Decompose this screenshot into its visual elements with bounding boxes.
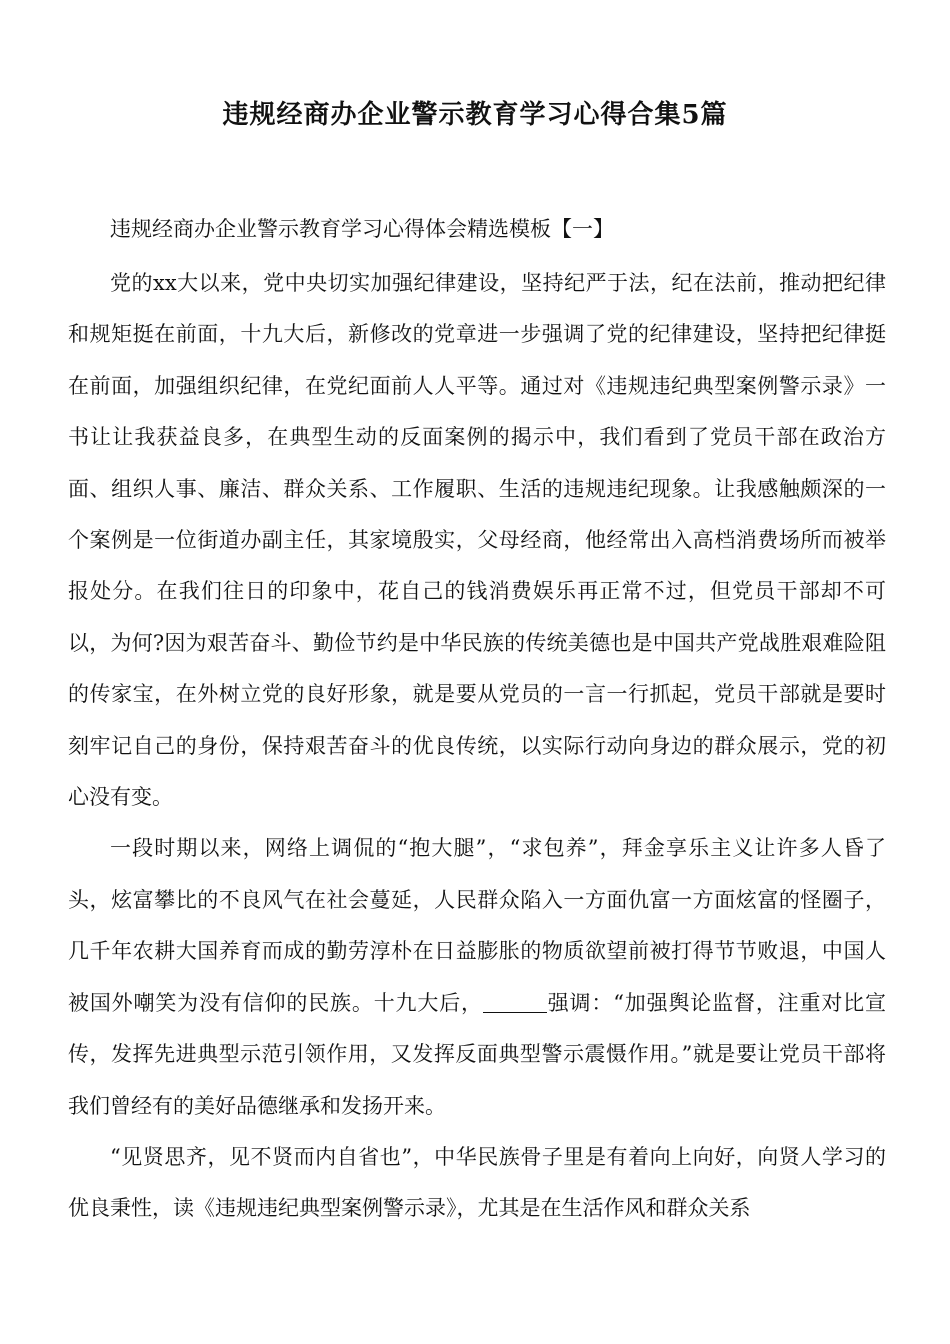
paragraph-2	[68, 823, 886, 1131]
paragraph-1: 党的xx大以来，党中央切实加强纪律建设，坚持纪严于法，纪在法前，推动把纪律和规矩挺在前面，十九大后，新修改的党章进一步强调了党的纪律建设，坚持把纪律挺在前面，加强组织纪律，在党纪面前人人平等。通过对《违规违纪典型案例警示录》一书让让我获益良多，在典型生动的反面案例的揭示中，我们看到了党员干部在政治方面、组织人事、廉洁、群众关系、工作履职、生活的违规违纪现象。让我感触颇深的一个案例是一位街道办副主任，其家境殷实，父母经商，他经常出入高档消费场所而被举报处分。在我们往日的印象中，花自己的钱消费娱乐再正常不过，但党员干部却不可以，为何?因为艰苦奋斗、勤俭节约是中华民族的传统美德也是中国共产党战胜艰难险阻的传家宝，在外树立党的良好形象，就是要从党员的一言一行抓起，党员干部就是要时刻牢记自己的身份，保持艰苦奋斗的优良传统，以实际行动向身边的群众展示，党的初心没有变。	[68, 271, 886, 810]
document-body	[68, 208, 886, 1235]
paragraph-2-before-blank: 一段时期以来，网络上调侃的“抱大腿”，“求包养”，拜金享乐主义让许多人昏了头，炫富攀比的不良风气在社会蔓延，人民群众陷入一方面仇富一方面炫富的怪圈子，几千年农耕大国养育而成的勤劳淳朴在日益膨胀的物质欲望前被打得节节败退，中国人被国外嘲笑为没有信仰的民族。十九大后，	[68, 836, 886, 1015]
section-heading: 违规经商办企业警示教育学习心得体会精选模板【一】	[110, 217, 614, 241]
fill-in-blank	[483, 991, 547, 1013]
document-title: 违规经商办企业警示教育学习心得合集5篇	[222, 100, 728, 130]
paragraph-3: “见贤思齐，见不贤而内自省也”，中华民族骨子里是有着向上向好，向贤人学习的优良秉性，读《违规违纪典型案例警示录》，尤其是在生活作风和群众关系	[68, 1144, 886, 1221]
paragraph-2-after-blank: 强调：“加强舆论监督，注重对比宣传，发挥先进典型示范引领作用，又发挥反面典型警示震慑作用。”就是要让党员干部将我们曾经有的美好品德继承和发扬开来。	[68, 990, 886, 1118]
